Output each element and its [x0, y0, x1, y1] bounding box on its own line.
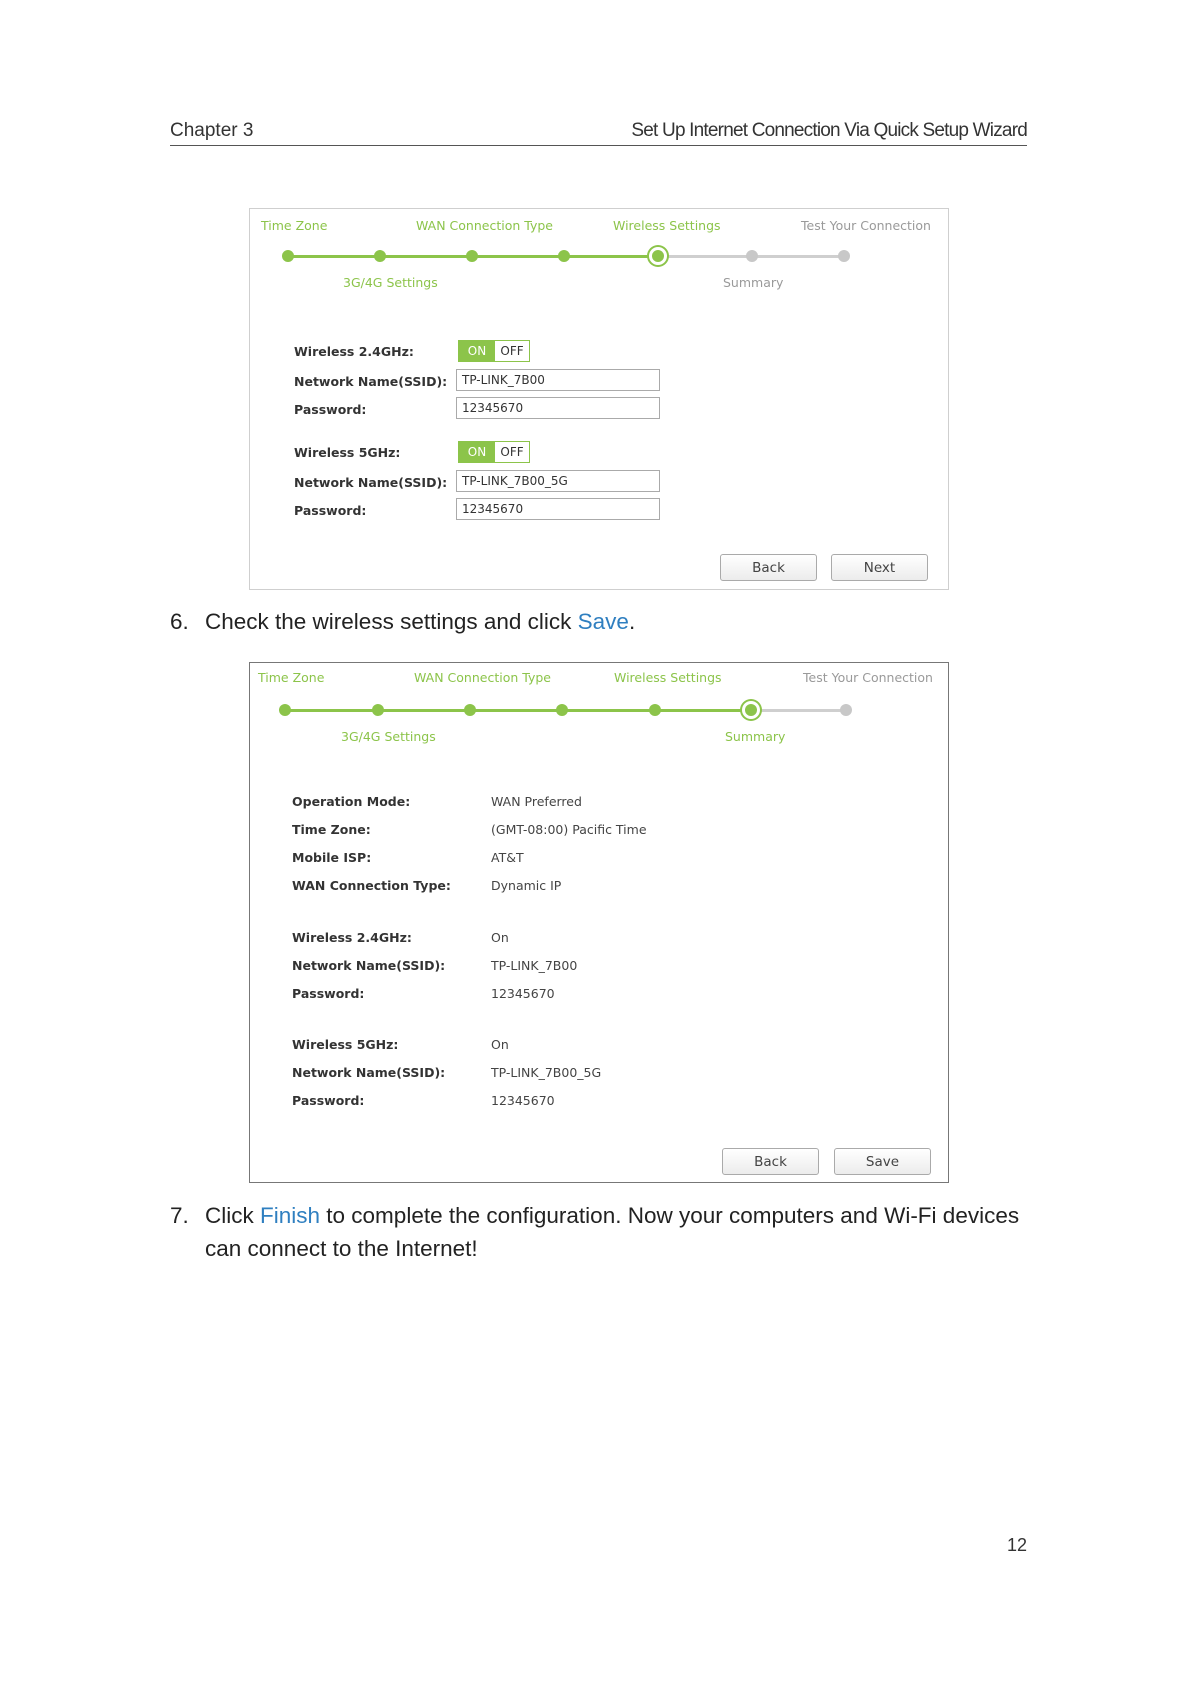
progress-dot [466, 250, 478, 262]
progress-dot-current [745, 704, 757, 716]
wireless-5-label: Wireless 5GHz: [292, 1037, 399, 1052]
mobile-isp-label: Mobile ISP: [292, 850, 372, 865]
password-5-label: Password: [294, 503, 367, 518]
back-button[interactable]: Back [720, 554, 817, 581]
password-24-label: Password: [292, 986, 365, 1001]
time-zone-label: Time Zone: [292, 822, 371, 837]
ssid-5-input[interactable]: TP-LINK_7B00_5G [456, 470, 660, 492]
step-7-instruction [170, 1199, 1019, 1265]
progress-dot [464, 704, 476, 716]
progress-dot [840, 704, 852, 716]
time-zone-value: (GMT-08:00) Pacific Time [491, 822, 647, 837]
progress-dot [556, 704, 568, 716]
step-text-line2: can connect to the Internet! [205, 1236, 478, 1261]
wizard-progress [250, 663, 950, 753]
chapter-label: Chapter 3 [170, 120, 254, 141]
finish-link[interactable]: Finish [260, 1203, 321, 1228]
ssid-5-value: TP-LINK_7B00_5G [491, 1065, 602, 1080]
wireless-5-toggle[interactable] [458, 441, 530, 463]
mobile-isp-value: AT&T [491, 850, 524, 865]
step-text: to complete the configuration. Now your computers and Wi-Fi devices [320, 1203, 1020, 1228]
step-test-connection[interactable]: Test Your Connection [803, 670, 933, 685]
back-button[interactable]: Back [722, 1148, 819, 1175]
progress-dot [649, 704, 661, 716]
wizard-progress [250, 209, 950, 299]
operation-mode-value: WAN Preferred [491, 794, 582, 809]
progress-dot-current [652, 250, 664, 262]
next-button[interactable]: Next [831, 554, 928, 581]
progress-track-done [285, 709, 755, 712]
ssid-5-label: Network Name(SSID): [292, 1065, 446, 1080]
step-wireless-settings[interactable]: Wireless Settings [614, 670, 722, 685]
progress-track-todo [755, 709, 850, 712]
step-number: 6. [170, 609, 189, 634]
step-summary[interactable]: Summary [723, 275, 784, 290]
step-number: 7. [170, 1203, 189, 1228]
toggle-on[interactable]: ON [459, 442, 495, 462]
toggle-off[interactable]: OFF [495, 341, 529, 361]
summary-screenshot [249, 662, 949, 1183]
ssid-24-input[interactable]: TP-LINK_7B00 [456, 369, 660, 391]
wireless-24-toggle[interactable] [458, 340, 530, 362]
wireless-settings-screenshot [249, 208, 949, 590]
password-5-label: Password: [292, 1093, 365, 1108]
chapter-title: Set Up Internet Connection Via Quick Setup Wizard [631, 120, 1027, 141]
step-time-zone[interactable]: Time Zone [258, 670, 325, 685]
step-6-instruction [170, 605, 635, 638]
password-5-value: 12345670 [491, 1093, 555, 1108]
step-text: Click [205, 1203, 260, 1228]
operation-mode-label: Operation Mode: [292, 794, 411, 809]
password-24-value: 12345670 [491, 986, 555, 1001]
step-3g4g-settings[interactable]: 3G/4G Settings [341, 729, 436, 744]
step-wireless-settings[interactable]: Wireless Settings [613, 218, 721, 233]
save-link[interactable]: Save [577, 609, 629, 634]
password-24-input[interactable]: 12345670 [456, 397, 660, 419]
progress-dot [374, 250, 386, 262]
wan-type-value: Dynamic IP [491, 878, 562, 893]
wireless-5-label: Wireless 5GHz: [294, 445, 401, 460]
step-time-zone[interactable]: Time Zone [261, 218, 328, 233]
progress-dot [372, 704, 384, 716]
progress-dot [746, 250, 758, 262]
wireless-24-value: On [491, 930, 509, 945]
toggle-off[interactable]: OFF [495, 442, 529, 462]
step-summary[interactable]: Summary [725, 729, 786, 744]
header-divider [170, 145, 1027, 146]
step-test-connection[interactable]: Test Your Connection [801, 218, 931, 233]
progress-dot [558, 250, 570, 262]
page-number: 12 [1006, 1535, 1027, 1555]
step-text: . [628, 609, 636, 634]
toggle-on[interactable]: ON [459, 341, 495, 361]
ssid-24-value: TP-LINK_7B00 [491, 958, 578, 973]
ssid-5-label: Network Name(SSID): [294, 475, 448, 490]
step-wan-connection-type[interactable]: WAN Connection Type [416, 218, 553, 233]
password-5-input[interactable]: 12345670 [456, 498, 660, 520]
step-text: Check the wireless settings and click [205, 609, 578, 634]
progress-dot [282, 250, 294, 262]
ssid-24-label: Network Name(SSID): [292, 958, 446, 973]
ssid-24-label: Network Name(SSID): [294, 374, 448, 389]
step-wan-connection-type[interactable]: WAN Connection Type [414, 670, 551, 685]
wireless-24-label: Wireless 2.4GHz: [294, 344, 414, 359]
wireless-5-value: On [491, 1037, 509, 1052]
progress-dot [279, 704, 291, 716]
wireless-24-label: Wireless 2.4GHz: [292, 930, 412, 945]
step-3g4g-settings[interactable]: 3G/4G Settings [343, 275, 438, 290]
wan-type-label: WAN Connection Type: [292, 878, 451, 893]
password-24-label: Password: [294, 402, 367, 417]
save-button[interactable]: Save [834, 1148, 931, 1175]
progress-dot [838, 250, 850, 262]
